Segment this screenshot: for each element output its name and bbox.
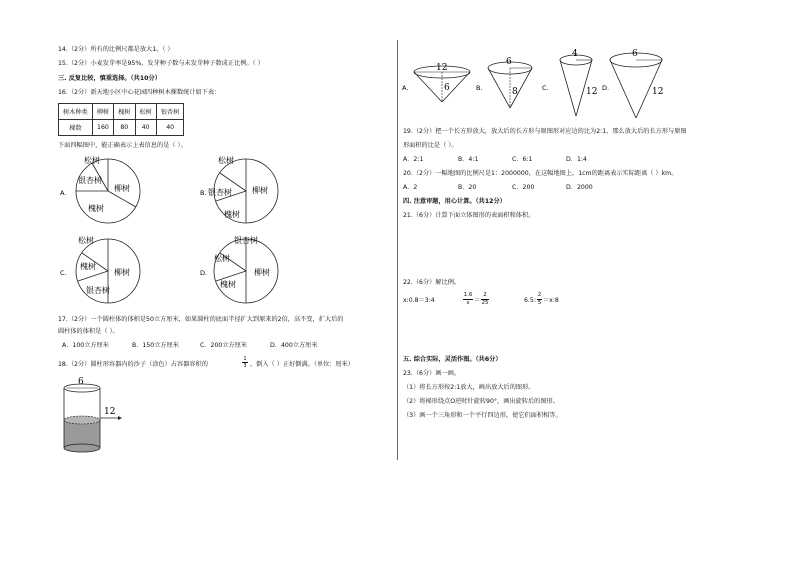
- table-header-cell: 柳树: [92, 104, 113, 120]
- equation-3-left: 6.5:: [524, 297, 536, 304]
- cone-a: [414, 63, 470, 102]
- cone-b: [488, 57, 532, 108]
- cone-options-figure: [400, 48, 690, 122]
- pie-label: 柳树: [252, 186, 268, 195]
- pie-chart-a: [76, 155, 140, 223]
- cone-top-label: 4: [572, 49, 578, 59]
- cylinder-diameter-label: 6: [78, 377, 84, 387]
- q20-option-b: B．20: [458, 184, 477, 191]
- table-cell: 40: [135, 120, 156, 136]
- table-row: [59, 120, 184, 136]
- table-header-cell: 银杏树: [156, 104, 184, 120]
- pie-label: 银杏树: [234, 236, 258, 245]
- fraction-denominator: x: [466, 300, 470, 306]
- table-header-cell: 槐树: [114, 104, 135, 120]
- column-divider: [397, 40, 398, 460]
- pie-options-figure: [58, 153, 348, 313]
- pie-label: 槐树: [224, 210, 240, 219]
- cone-c: [560, 49, 597, 116]
- option-d-label: D.: [200, 269, 208, 277]
- q19-option-c: C．6:1: [512, 156, 533, 163]
- cone-option-a: A.: [402, 84, 409, 92]
- cone-option-d: D.: [602, 84, 610, 92]
- cone-top-label: 12: [436, 63, 448, 73]
- cone-option-b: B.: [476, 84, 483, 92]
- cone-side-label: 12: [586, 87, 598, 97]
- question-20: 20.（2分）一幅地图的比例尺是1：2000000，在这幅地图上，1cm的距离表示实际距离（ ）km。: [403, 170, 678, 177]
- equation-3-fraction: [537, 292, 542, 307]
- pie-chart-c: [76, 235, 140, 303]
- equation-1: x:0.8＝3:4: [403, 297, 435, 304]
- cylinder-height-label: 12: [104, 407, 116, 417]
- option-c-label: C.: [60, 269, 67, 277]
- q20-option-a: A．2: [403, 184, 418, 191]
- option-a-label: A.: [60, 189, 67, 197]
- q17-option-b: B．150立方厘米: [132, 342, 179, 349]
- cone-side-label: 8: [512, 87, 518, 97]
- table-header-cell: 松树: [135, 104, 156, 120]
- option-b-label: B.: [200, 189, 207, 197]
- q17-option-a: A．100立方厘米: [62, 342, 109, 349]
- pie-label: 银杏树: [86, 286, 110, 295]
- pie-label: 松树: [84, 156, 100, 165]
- pie-label: 槐树: [80, 262, 96, 271]
- fraction-numerator: 1: [243, 356, 247, 362]
- fraction-numerator: 2: [537, 292, 542, 298]
- pie-label: 松树: [214, 254, 230, 263]
- table-row-label: 棵数: [59, 120, 93, 136]
- question-17-line2: 圆柱体的体积是（ ）。: [58, 328, 119, 335]
- q20-option-d: D．2000: [566, 184, 593, 191]
- cylinder-figure: [58, 374, 138, 458]
- pie-label: 槐树: [220, 280, 236, 289]
- pie-chart-b: [208, 155, 278, 223]
- question-21: 21.（6分）计算下面立体图形的表面积和体积。: [403, 212, 535, 219]
- q19-option-b: B．4:1: [458, 156, 479, 163]
- question-23-part2: （2）将梯形绕点O逆时针旋转90°，画出旋转后的图形。: [403, 398, 559, 405]
- fraction-numerator: 2: [481, 292, 489, 300]
- question-23-part3: （3）画一个三角形和一个平行四边形，使它们面积相等。: [403, 412, 562, 419]
- question-19-line1: 19.（2分）把一个长方形放大，放大后的长方形与原图形对应边的比为2:1，那么放大后的长方形与原图: [403, 128, 687, 135]
- section-3-heading: 三. 反复比较，慎重选择。（共10分）: [58, 75, 161, 82]
- equation-3-right: ＝x:8: [543, 297, 559, 304]
- fraction-denominator: 5: [537, 300, 542, 306]
- table-header-cell: 树木种类: [59, 104, 93, 120]
- question-19-line2: 形面积的比是（ ）。: [403, 142, 458, 149]
- question-15: 15.（2分）小麦发芽率是95%，发芽种子数与未发芽种子数成正比例。（ ）: [58, 60, 264, 67]
- pie-label: 柳树: [254, 268, 270, 277]
- question-16: 16.（2分）新天地小区中心花园四种树木棵数统计如下表：: [58, 89, 221, 96]
- equation-2-left-fraction: [463, 292, 473, 307]
- cone-top-label: 6: [632, 49, 638, 59]
- pie-label: 柳树: [114, 184, 130, 193]
- question-14: 14.（2分）所有的比例尺都是放大1。（ ）: [58, 46, 174, 53]
- cone-top-label: 6: [506, 57, 512, 67]
- q17-option-c: C．200立方厘米: [200, 342, 248, 349]
- fraction-denominator: 25: [481, 300, 489, 306]
- pie-label: 柳树: [114, 268, 130, 277]
- section-5-heading: 五. 综合实际，灵活作图。（共6分）: [403, 356, 502, 363]
- question-23: 23.（6分）画一画。: [403, 370, 461, 377]
- question-23-part1: （1）将长方形按2:1放大，画出放大后的图形。: [403, 384, 535, 391]
- question-17-line1: 17.（2分）一个圆柱体的体积是50立方厘米，如果圆柱的底面半径扩大到原来的2倍，高不变，扩大后的: [58, 316, 344, 323]
- question-18-fraction: [242, 356, 248, 369]
- question-18-text: 18.（2分）圆柱形容器内的沙子（涂色）占容器容积的: [58, 361, 208, 368]
- equation-2-right-fraction: [481, 292, 489, 307]
- pie-label: 银杏树: [208, 188, 232, 197]
- q17-option-d: D．400立方厘米: [270, 342, 318, 349]
- pie-label: 银杏树: [78, 176, 102, 185]
- pie-label: 松树: [218, 156, 234, 165]
- table-cell: 160: [92, 120, 113, 136]
- equation-2-equals: ＝: [474, 297, 481, 304]
- tree-count-table: [58, 103, 184, 136]
- fraction-denominator: 3: [243, 363, 247, 369]
- pie-label: 松树: [78, 236, 94, 245]
- table-row: [59, 104, 184, 120]
- pie-chart-d: [214, 235, 278, 303]
- table-cell: 40: [156, 120, 184, 136]
- pie-label: 槐树: [88, 204, 104, 213]
- question-18-text-end: ，倒入（ ）正好倒满。（单位：厘米）: [250, 361, 355, 368]
- question-22: 22.（6分）解比例。: [403, 279, 461, 286]
- cone-side-label: 12: [652, 87, 664, 97]
- fraction-numerator: 1.6: [463, 292, 473, 298]
- q20-option-c: C．200: [512, 184, 535, 191]
- cone-option-c: C.: [542, 84, 549, 92]
- q19-option-d: D．1:4: [566, 156, 587, 163]
- section-4-heading: 四. 注意审题，用心计算。（共12分）: [403, 198, 506, 205]
- q19-option-a: A．2:1: [403, 156, 424, 163]
- table-cell: 80: [114, 120, 135, 136]
- cone-side-label: 6: [444, 83, 450, 93]
- cone-d: [610, 49, 663, 118]
- question-16-prompt: 下面四幅图中，能正确表示上表信息的是（ ）。: [58, 142, 187, 149]
